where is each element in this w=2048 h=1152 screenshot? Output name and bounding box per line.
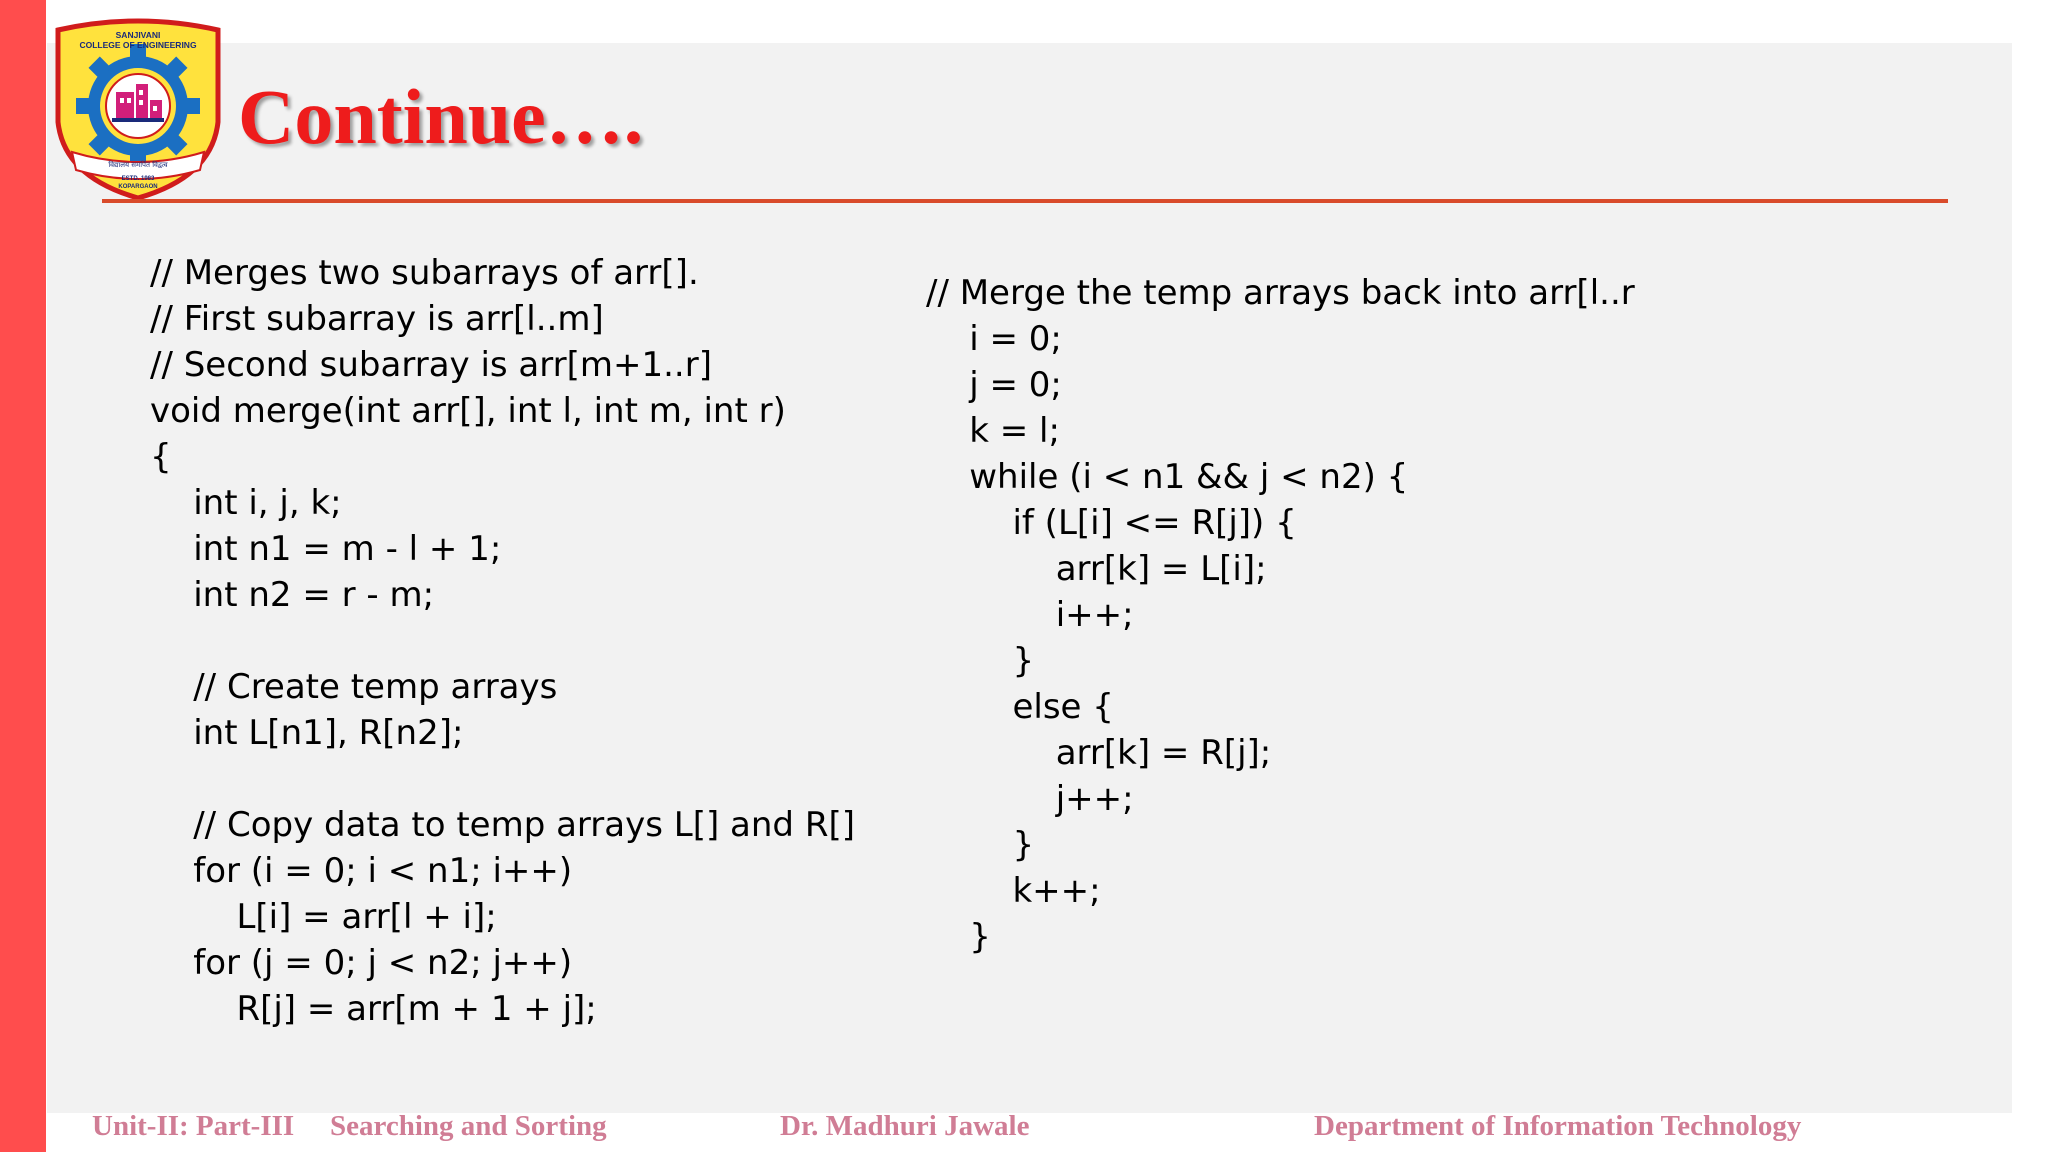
code-line — [150, 618, 855, 664]
footer-topic: Searching and Sorting — [330, 1110, 607, 1142]
code-line: { — [150, 437, 172, 477]
code-block-right — [926, 270, 1635, 960]
college-emblem-icon — [52, 12, 224, 200]
logo-top-text-1: SANJIVANI — [115, 30, 161, 40]
left-accent-bar — [0, 0, 46, 1152]
code-line: arr[k] = L[i]; — [926, 549, 1267, 589]
code-line: void merge(int arr[], int l, int m, int r) — [150, 391, 786, 431]
code-line: for (i = 0; i < n1; i++) — [150, 851, 573, 891]
footer-author: Dr. Madhuri Jawale — [780, 1110, 1030, 1142]
code-line: int L[n1], R[n2]; — [150, 713, 464, 753]
code-line: // Copy data to temp arrays L[] and R[] — [150, 805, 855, 845]
code-line: k++; — [926, 871, 1101, 911]
slide-title: Continue…. — [238, 73, 644, 160]
code-line: j = 0; — [926, 365, 1062, 405]
code-line: // Create temp arrays — [150, 667, 558, 707]
code-line: else { — [926, 687, 1114, 727]
logo-top-text-2: COLLEGE OF ENGINEERING — [79, 40, 197, 50]
code-block-left — [150, 250, 855, 1032]
code-line: i++; — [926, 595, 1134, 635]
code-line: } — [926, 641, 1035, 681]
code-line — [150, 756, 855, 802]
code-line: L[i] = arr[l + i]; — [150, 897, 497, 937]
code-line: } — [926, 917, 991, 957]
code-line: int n2 = r - m; — [150, 575, 435, 615]
code-line: arr[k] = R[j]; — [926, 733, 1272, 773]
code-line: // Merges two subarrays of arr[]. — [150, 253, 699, 293]
code-line: k = l; — [926, 411, 1060, 451]
logo-estd: ESTD. 1983 — [121, 176, 155, 182]
code-line: int n1 = m - l + 1; — [150, 529, 502, 569]
code-line: } — [926, 825, 1035, 865]
code-line: // Second subarray is arr[m+1..r] — [150, 345, 712, 385]
code-line: i = 0; — [926, 319, 1062, 359]
code-line: while (i < n1 && j < n2) { — [926, 457, 1409, 497]
logo-motto: विद्यालय समर्पित विद्वत्व — [108, 161, 168, 169]
code-line: R[j] = arr[m + 1 + j]; — [150, 989, 597, 1029]
footer-department: Department of Information Technology — [1314, 1110, 1802, 1142]
code-line: for (j = 0; j < n2; j++) — [150, 943, 573, 983]
title-divider — [102, 199, 1948, 203]
code-line: // First subarray is arr[l..m] — [150, 299, 604, 339]
code-line: j++; — [926, 779, 1134, 819]
code-line: if (L[i] <= R[j]) { — [926, 503, 1297, 543]
code-line: // Merge the temp arrays back into arr[l..r — [926, 273, 1635, 313]
footer-unit: Unit-II: Part-III — [92, 1110, 295, 1142]
logo-place: KOPARGAON — [118, 184, 158, 190]
code-line: int i, j, k; — [150, 483, 342, 523]
